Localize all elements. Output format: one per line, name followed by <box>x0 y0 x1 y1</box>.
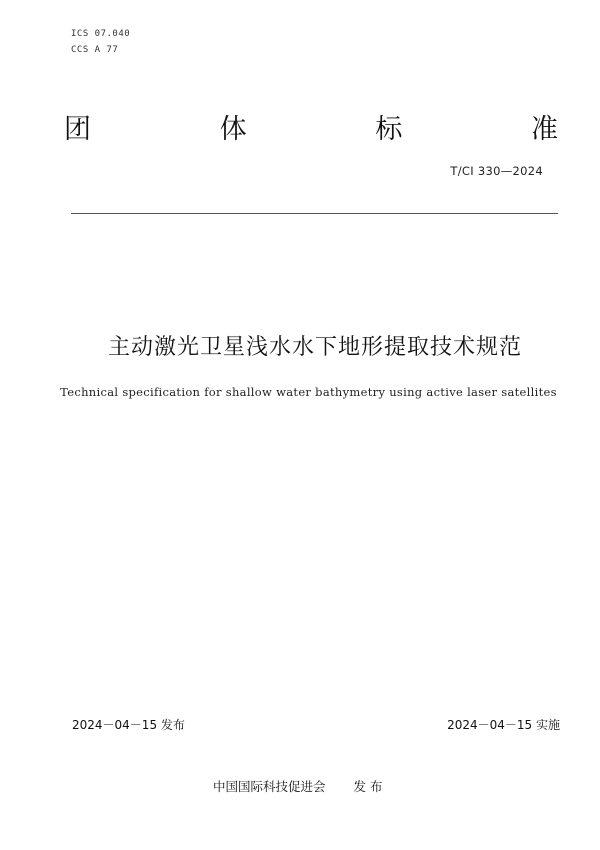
implementation-date: 2024－04－15 实施 <box>447 718 560 732</box>
publisher-action: 发 布 <box>353 779 383 794</box>
ccs-code: CCS A 77 <box>71 45 119 55</box>
header-divider <box>71 213 558 214</box>
document-title-english: Technical specification for shallow water bathymetry using active laser satellites <box>60 385 557 399</box>
heading-char: 准 <box>530 114 558 145</box>
standard-type-heading <box>64 114 558 146</box>
ics-code: ICS 07.040 <box>71 29 131 39</box>
publisher-line <box>213 777 383 795</box>
publisher-organization: 中国国际科技促进会 <box>213 779 326 794</box>
release-date: 2024－04－15 发布 <box>72 718 185 732</box>
heading-char: 标 <box>375 114 403 145</box>
heading-char: 团 <box>64 114 91 145</box>
standard-number: T/CI 330—2024 <box>450 164 543 178</box>
document-title-chinese: 主动激光卫星浅水水下地形提取技术规范 <box>107 335 522 360</box>
heading-char: 体 <box>219 114 247 145</box>
